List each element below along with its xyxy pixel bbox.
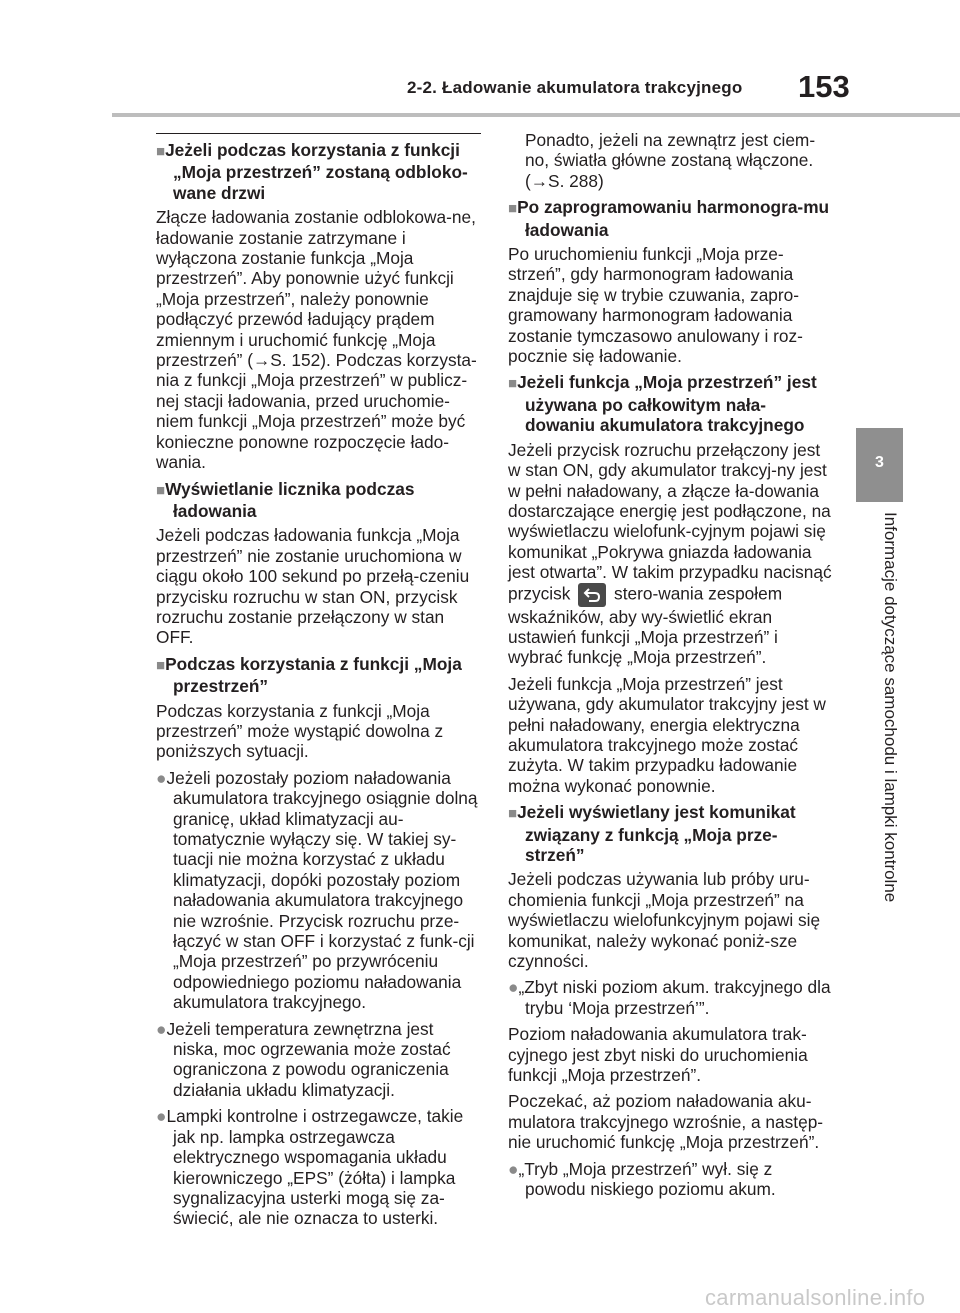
header-rule [112, 113, 960, 117]
paragraph: Ponadto, jeżeli na zewnątrz jest ciem-no, światła główne zostaną włączone. (→S. 288) [525, 130, 816, 191]
circle-bullet-icon: ● [508, 1158, 519, 1179]
paragraph-text: stero-wania zespołem wskaźników, aby wy-świetlić ekran ustawień funkcji „Moja przestrzeń” i wybrać funkcję „Moja przestrzeń”. [508, 583, 783, 668]
heading-unlocked-doors [156, 140, 481, 203]
paragraph: Poczekać, aż poziom naładowania aku-mulatora trakcyjnego wzrośnie, a następ-nie uruchomić funkcję „Moja przestrzeń”. [508, 1091, 824, 1153]
heading-text: Jeżeli funkcja „Moja przestrzeń” jest używana po całkowitym nała-dowaniu akumulatora trakcyjnego [517, 372, 817, 436]
chapter-tab: 3 [856, 428, 903, 502]
square-bullet-icon: ■ [156, 481, 166, 499]
list-item-text: „Tryb „Moja przestrzeń” wył. się z powodu niskiego poziomu akum. [518, 1158, 776, 1200]
right-column [508, 130, 833, 1206]
list-item [508, 1159, 833, 1200]
square-bullet-icon: ■ [508, 200, 518, 218]
paragraph: Jeżeli funkcja „Moja przestrzeń” jest używana, gdy akumulator trakcyjny jest w pełni naładowany, energia elektryczna akumulatora trakcyjnego może zostać zużyta. W takim przypadku ładowanie można wykonać ponownie. [508, 673, 826, 796]
paragraph: Poziom naładowania akumulatora trak-cyjnego jest zbyt niski do uruchomienia funkcji „Moja przestrzeń”. [508, 1024, 808, 1086]
paragraph: Podczas korzystania z funkcji „Moja przestrzeń” może wystąpić dowolna z poniższych sytuacji. [156, 700, 444, 762]
paragraph-text: Jeżeli przycisk rozruchu przełączony jest w stan ON, gdy akumulator trakcyj-ny jest w pełni naładowany, a złącze ła-dowania dostarczające energię jest podłączone, na wyświetlaczu wielofunk-cyjnym pojawi się komunikat „Pokrywa gniazda ładowania jest otwarta”. W takim przypadku nacisnąć przycisk [508, 439, 832, 604]
square-bullet-icon: ■ [508, 805, 518, 823]
paragraph: Złącze ładowania zostanie odblokowa-ne, ładowanie zostanie zatrzymane i wyłączona zostanie funkcja „Moja przestrzeń”. Aby ponownie użyć funkcji „Moja przestrzeń”, należy ponownie podłączyć przewód ładujący prądem zmiennym i uruchomić funkcję „Moja przestrzeń” (→S. 152). Podczas korzysta-nia z funkcji „Moja przestrzeń” w publicz-nej stacji ładowania, przed uruchomie-niem funkcji „Moja przestrzeń” może być konieczne ponowne rozpoczęcie łado-wania. [156, 207, 477, 473]
list-item-text: Jeżeli pozostały poziom naładowania akumulatora trakcyjnego osiągnie dolną granicę, układ klimatyzacji au-tomatycznie wyłączy się. W takiej sy-tuacji nie można korzystać z układu klimatyzacji, dopóki pozostały poziom naładowania akumulatora trakcyjnego nie wzrośnie. Przycisk rozruchu prze-łączyć w stan OFF i korzystać z funk-cji „Moja przestrzeń” po przywróceniu odpowiedniego poziomu naładowania akumulatora trakcyjnego. [166, 767, 478, 1013]
heading-text: Wyświetlanie licznika podczas ładowania [165, 478, 415, 521]
list-item-text: „Zbyt niski poziom akum. trakcyjnego dla trybu ‘Moja przestrzeń’”. [518, 977, 831, 1018]
page-number: 153 [798, 69, 850, 104]
square-bullet-icon: ■ [156, 143, 166, 160]
back-arrow-icon [578, 583, 606, 607]
heading-charging-schedule [508, 197, 833, 240]
list-item-text: Lampki kontrolne i ostrzegawcze, takie jak np. lampka ostrzegawcza elektrycznego wspomagania układu kierowniczego „EPS” (żółta) i lampka sygnalizacyjna usterki mogą się za-świecić, ale nie oznacza to usterki. [166, 1106, 464, 1229]
paragraph [508, 440, 833, 668]
heading-text: Jeżeli wyświetlany jest komunikat związany z funkcją „Moja prze-strzeń” [517, 802, 796, 865]
square-bullet-icon: ■ [156, 656, 166, 674]
list-item [156, 768, 481, 1013]
square-bullet-icon: ■ [508, 375, 518, 393]
circle-bullet-icon: ● [156, 767, 167, 788]
circle-bullet-icon: ● [156, 1106, 167, 1127]
list-item-text: Jeżeli temperatura zewnętrzna jest niska, moc ogrzewania może zostać ograniczona z powodu ograniczenia działania układu klimatyzacji. [166, 1018, 451, 1100]
paragraph: Jeżeli podczas ładowania funkcja „Moja przestrzeń” nie zostanie uruchomiona w ciągu około 100 sekund po przełą-czeniu przycisku rozruchu w stan ON, przycisk rozruchu zostanie przełączony w stan OFF. [156, 525, 470, 648]
watermark: carmanualsonline.info [705, 1285, 926, 1310]
heading-message-displayed [508, 802, 833, 865]
heading-text: Jeżeli podczas korzystania z funkcji „Moja przestrzeń” zostaną odbloko-wane drzwi [165, 140, 468, 203]
section-title: 2-2. Ładowanie akumulatora trakcyjnego [407, 78, 743, 97]
list-item [508, 977, 833, 1018]
heading-text: Podczas korzystania z funkcji „Moja przestrzeń” [165, 653, 462, 697]
heading-text: Po zaprogramowaniu harmonogra-mu ładowania [517, 197, 830, 240]
circle-bullet-icon: ● [156, 1018, 167, 1039]
list-item [156, 1019, 481, 1101]
list-item [156, 1106, 481, 1228]
chapter-label: Informacje dotyczące samochodu i lampki kontrolne [881, 512, 900, 903]
left-column [156, 130, 481, 1235]
paragraph: Jeżeli podczas używania lub próby uru-chomienia funkcji „Moja przestrzeń” na wyświetlaczu wielofunkcyjnym pojawi się komunikat, należy wykonać poniż-sze czynności. [508, 869, 821, 972]
circle-bullet-icon: ● [508, 977, 519, 998]
heading-meter-display [156, 479, 481, 522]
paragraph: Po uruchomieniu funkcji „Moja prze-strzeń”, gdy harmonogram ładowania znajduje się w trybie czuwania, zapro-gramowany harmonogram ładowania zostanie tymczasowo anulowany i roz-pocznie się ładowanie. [508, 244, 803, 367]
heading-fully-charged [508, 372, 833, 435]
heading-using-my-room [156, 654, 481, 697]
